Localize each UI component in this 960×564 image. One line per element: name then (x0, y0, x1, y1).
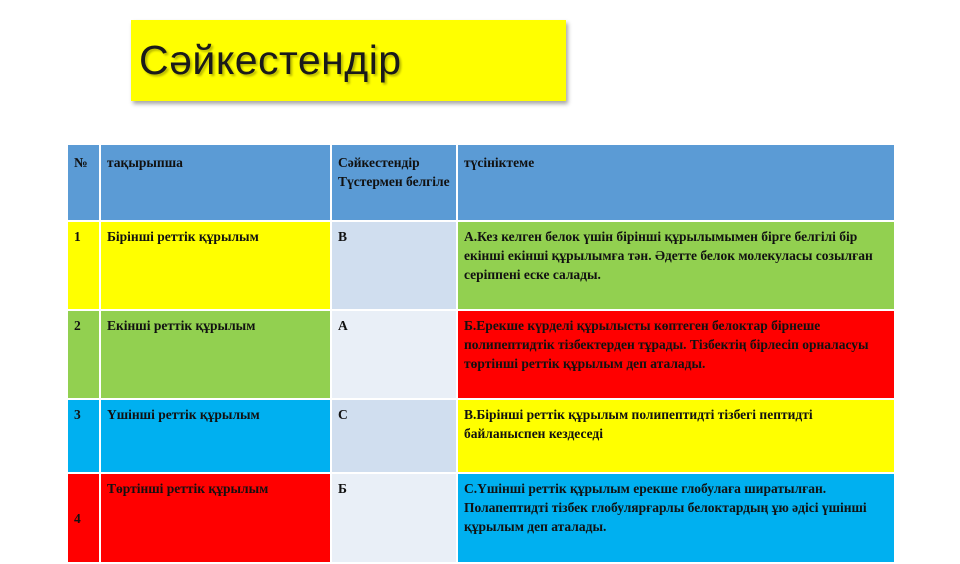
row-number: 3 (67, 399, 100, 473)
header-number: № (67, 144, 100, 221)
row-number: 2 (67, 310, 100, 399)
table-row (67, 473, 895, 563)
row-topic: Екінші реттік құрылым (100, 310, 331, 399)
slide-title: Сәйкестендір (139, 37, 402, 83)
header-match: Сәйкестендір Түстермен белгіле (331, 144, 457, 221)
row-match: В (331, 221, 457, 310)
row-explanation: Б.Ерекше күрделі құрылысты көптеген белоктар бірнеше полипептидтік тізбектерден тұрады. Тізбектің бірлесіп орналасуы төртінші реттік құрылым деп аталады. (457, 310, 895, 399)
matching-table (66, 143, 896, 564)
header-topic: тақырыпша (100, 144, 331, 221)
row-match: С (331, 399, 457, 473)
table-row (67, 310, 895, 399)
header-explanation: түсініктеме (457, 144, 895, 221)
table-row (67, 399, 895, 473)
title-box (131, 20, 566, 101)
row-explanation: С.Үшінші реттік құрылым ерекше глобулаға ширатылған. Полапептидті тізбек глобулярғарлы белоктардың ұю әдісі үшінші құрылым деп аталады. (457, 473, 895, 563)
table-header-row (67, 144, 895, 221)
row-topic: Төртінші реттік құрылым (100, 473, 331, 563)
table-row (67, 221, 895, 310)
row-explanation: А.Кез келген белок үшін бірінші құрылымымен бірге белгілі бір екінші екінші құрылымға тән. Әдетте белок молекуласы созылған серіппені еске салады. (457, 221, 895, 310)
row-match: А (331, 310, 457, 399)
row-topic: Бірінші реттік құрылым (100, 221, 331, 310)
row-number: 4 (67, 473, 100, 563)
row-number: 1 (67, 221, 100, 310)
row-explanation: В.Бірінші реттік құрылым полипептидті тізбегі пептидті байланыспен кездеседі (457, 399, 895, 473)
row-match: Б (331, 473, 457, 563)
row-topic: Үшінші реттік құрылым (100, 399, 331, 473)
